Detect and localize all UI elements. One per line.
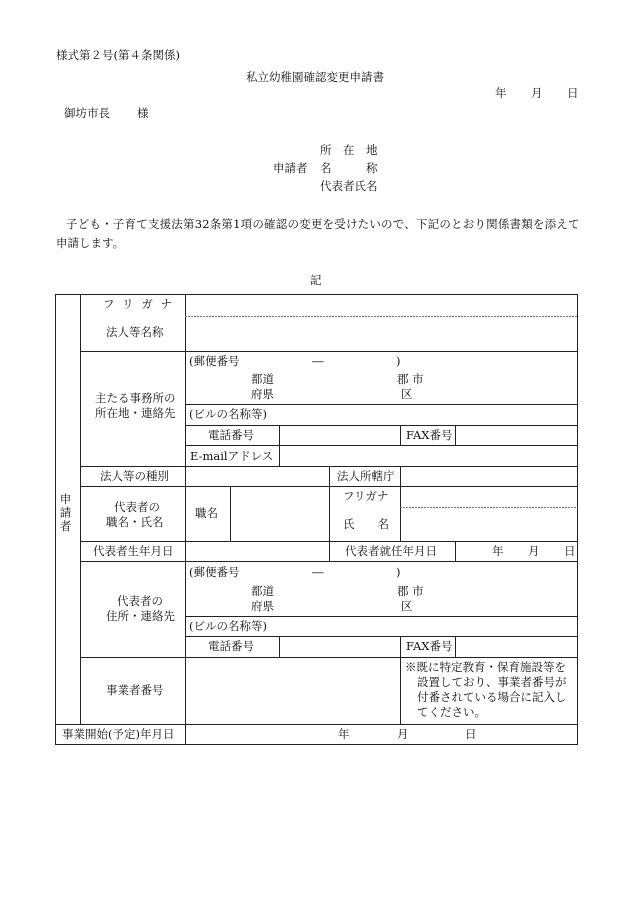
addressee-honorific: 様 [137,106,149,120]
start-year-label: 年 [338,727,350,741]
body-line-1: 子ども・子育て支援法第32条第1項の確認の変更を受けたいので、下記のとおり関係書類を添えて [66,217,580,231]
rep-ku-label: 区 [401,599,413,613]
representative-label: 代表者氏名 [320,179,378,193]
corp-agency-label: 法人所轄庁 [337,469,395,483]
applicant-label: 申請者 [273,161,308,175]
addressee: 御坊市長 [64,106,110,120]
corp-agency-field[interactable] [401,467,577,486]
office-tel-label: 電話番号 [208,428,254,442]
rep-addr-label-line2: 住所・連絡先 [106,609,175,623]
biz-note-line4: てください。 [417,705,486,719]
corp-type-field[interactable] [186,467,329,486]
shokumei-label: 職名 [195,506,218,520]
rep-fuken-label: 府県 [251,599,274,613]
office-todo-label: 都道 [251,372,274,386]
office-postal-close: ) [396,354,401,368]
start-day-label: 日 [465,727,477,741]
email-field[interactable] [280,446,577,466]
ki-label: 記 [310,273,322,287]
office-postal-dash: ― [312,354,324,368]
rep-inaug-label: 代表者就任年月日 [345,544,437,558]
name-label: 名 称 [320,161,378,175]
rep-addr-label-line1: 代表者の [117,594,163,608]
date-month-label: 月 [531,86,543,100]
biz-note-line1: ※既に特定教育・保育施設等を [405,660,566,674]
biz-number-label: 事業者番号 [106,683,164,697]
rep-postal-close: ) [396,565,401,579]
rep-building-label: (ビルの名称等) [189,619,267,633]
inaug-year-label: 年 [492,544,504,558]
date-year-label: 年 [495,86,507,100]
corp-name-field[interactable] [186,318,577,351]
address-label: 所 在 地 [320,143,378,157]
rep-postal-label: (郵便番号 [189,565,240,579]
office-postal-label: (郵便番号 [189,354,240,368]
rep-tel-label: 電話番号 [208,639,254,653]
rep-title-field[interactable] [231,487,329,541]
rep-shimei-label: 氏 名 [343,517,389,531]
furigana-field[interactable] [186,296,577,316]
rep-furigana-label: フリガナ [343,489,389,503]
office-label-line1: 主たる事務所の [95,391,176,405]
document-title: 私立幼稚園確認変更申請書 [246,70,384,84]
inaug-month-label: 月 [528,544,540,558]
biz-note-line2: 設置しており、事業者番号が [417,675,567,689]
office-gunshi-label: 郡 市 [397,372,424,386]
rep-furigana-field[interactable] [401,487,577,507]
inaug-day-label: 日 [564,544,576,558]
rep-name-field[interactable] [401,508,577,541]
office-fax-field[interactable] [456,426,577,445]
office-fax-label: FAX番号 [406,428,453,442]
rep-label-line1: 代表者の [114,500,160,514]
rep-gunshi-label: 郡 市 [397,584,424,598]
rep-birth-field[interactable] [186,542,329,561]
email-label: E-mailアドレス [190,449,274,463]
biz-number-field[interactable] [186,658,400,724]
corp-type-label: 法人等の種別 [100,469,169,483]
office-fuken-label: 府県 [251,387,274,401]
rep-birth-label: 代表者生年月日 [93,544,174,558]
office-label-line2: 所在地・連絡先 [95,406,176,420]
body-line-2: 申請します。 [56,236,125,250]
rep-postal-dash: ― [312,565,324,579]
rep-todo-label: 都道 [251,584,274,598]
office-ku-label: 区 [401,387,413,401]
corp-name-label: 法人等名称 [106,325,164,339]
start-date-label: 事業開始(予定)年月日 [62,727,175,741]
applicant-side-label: 申請者 [58,493,73,534]
office-building-label: (ビルの名称等) [189,407,267,421]
office-tel-field[interactable] [280,426,400,445]
rep-fax-label: FAX番号 [406,639,453,653]
date-day-label: 日 [567,86,579,100]
rep-fax-field[interactable] [456,637,577,657]
form-number: 様式第２号(第４条関係) [56,48,180,62]
start-month-label: 月 [397,727,409,741]
biz-note-line3: 付番されている場合に記入し [417,690,567,704]
rep-tel-field[interactable] [280,637,400,657]
furigana-label: フ リ ガ ナ [103,297,174,311]
rep-label-line2: 職名・氏名 [106,515,164,529]
